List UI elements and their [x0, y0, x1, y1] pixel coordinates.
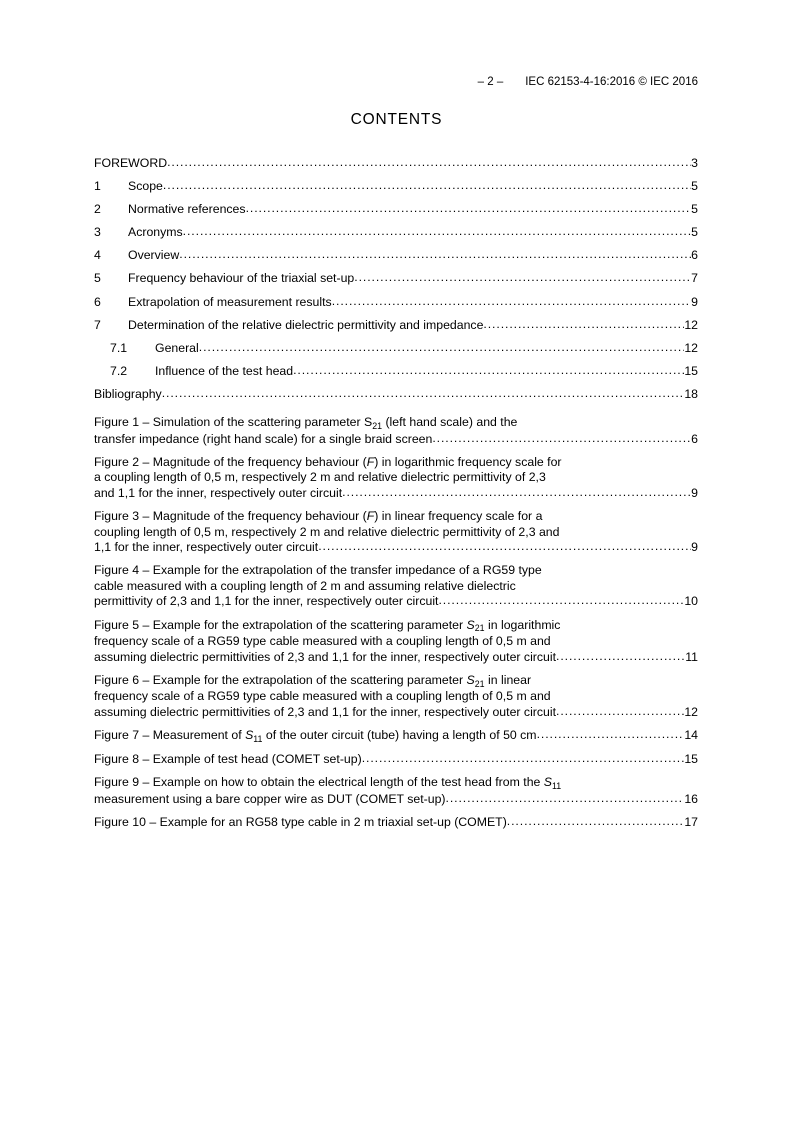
figure-dot-leader	[318, 539, 691, 551]
toc-entry-page-number: 12	[684, 317, 698, 332]
figure-caption-line: Figure 9 – Example on how to obtain the electrical length of the test head from the $S_{11}$	[94, 775, 562, 792]
figure-page-number: 9	[691, 540, 698, 555]
math-variable: S	[543, 775, 552, 790]
figure-dot-leader	[507, 814, 685, 826]
figure-page-number: 14	[684, 728, 698, 743]
figure-caption-line: Figure 7 – Measurement of $S_{11}$ of the outer circuit (tube) having a length of 50 cm	[94, 728, 537, 744]
figure-page-number: 11	[685, 649, 698, 664]
header-page-marker: – 2 –	[477, 76, 504, 88]
figure-caption-line: Figure 2 – Magnitude of the frequency behaviour (F) in logarithmic frequency scale for	[94, 454, 562, 469]
toc-entry-number: 4	[94, 248, 101, 263]
toc-entry-page-number: 5	[691, 202, 698, 217]
toc-entry-label: Bibliography	[94, 386, 162, 401]
running-header	[0, 74, 793, 90]
table-of-contents	[94, 156, 698, 410]
toc-entry[interactable]	[94, 156, 698, 179]
toc-entry-label: Influence of the test head	[155, 363, 294, 378]
math-subscript: 21	[474, 678, 485, 689]
toc-entry-page-number: 6	[691, 248, 698, 263]
figure-caption-line: Figure 6 – Example for the extrapolation of the scattering parameter $S_{21}$ in linear	[94, 672, 532, 689]
figure-caption-line: assuming dielectric permittivities of 2,3 and 1,1 for the inner, respectively outer circuit	[94, 705, 557, 719]
toc-entry[interactable]	[94, 341, 698, 364]
figure-page-number: 17	[684, 814, 698, 829]
figure-caption-line: measurement using a bare copper wire as DUT (COMET set-up)	[94, 791, 446, 806]
toc-entry-label: Acronyms	[128, 225, 183, 240]
math-subscript: 11	[253, 733, 263, 744]
page-title: CONTENTS	[350, 111, 443, 128]
figure-list-entry[interactable]	[94, 728, 698, 745]
toc-entry-page-number: 18	[684, 386, 698, 401]
toc-entry[interactable]	[94, 295, 698, 318]
toc-entry-page-number: 15	[684, 363, 698, 378]
figure-caption-last-line	[94, 540, 698, 556]
toc-entry-label: Determination of the relative dielectric permittivity and impedance	[128, 317, 484, 332]
figure-page-number: 15	[684, 752, 698, 767]
toc-dot-leader	[293, 363, 684, 375]
toc-entry[interactable]	[94, 387, 698, 410]
toc-entry-page-number: 7	[691, 271, 698, 286]
figure-page-number: 12	[684, 705, 698, 719]
math-subscript: 21	[372, 420, 383, 431]
figure-list-entry[interactable]	[94, 509, 698, 556]
figure-dot-leader	[362, 751, 685, 763]
figure-list-entry[interactable]	[94, 815, 698, 831]
figure-caption-line: coupling length of 0,5 m, respectively 2 m and relative dielectric permittivity of 2,3 and	[94, 524, 560, 539]
figure-caption-line: Figure 10 – Example for an RG58 type cable in 2 m triaxial set-up (COMET)	[94, 814, 507, 829]
toc-entry-label: Overview	[128, 248, 180, 263]
toc-entry-number: 5	[94, 271, 101, 286]
figure-caption-last-line	[94, 594, 698, 610]
toc-entry-number: 6	[94, 294, 101, 309]
toc-entry-label: Normative references	[128, 202, 246, 217]
figure-page-number: 6	[691, 431, 698, 446]
figure-caption-line: 1,1 for the inner, respectively outer circuit	[94, 540, 319, 555]
figure-caption-line: a coupling length of 0,5 m, respectively 2 m and relative dielectric permittivity of 2,3	[94, 470, 546, 485]
toc-entry[interactable]	[94, 248, 698, 271]
toc-entry[interactable]	[94, 318, 698, 341]
toc-dot-leader	[167, 155, 691, 167]
math-variable: S	[466, 617, 475, 632]
toc-entry[interactable]	[94, 225, 698, 248]
toc-dot-leader	[354, 270, 691, 282]
toc-entry-label: Extrapolation of measurement results	[128, 294, 332, 309]
figure-page-number: 16	[684, 791, 698, 806]
figure-caption-last-line	[94, 650, 698, 666]
figure-caption-line: Figure 3 – Magnitude of the frequency behaviour (F) in linear frequency scale for a	[94, 508, 543, 523]
toc-dot-leader	[183, 224, 691, 236]
figure-list-entry[interactable]	[94, 673, 698, 721]
figure-caption-last-line	[94, 815, 698, 831]
toc-dot-leader	[199, 340, 685, 352]
toc-dot-leader	[163, 178, 691, 190]
figure-caption-line: cable measured with a coupling length of 2 m and assuming relative dielectric	[94, 578, 516, 593]
figure-caption-last-line	[94, 486, 698, 502]
math-variable: F	[366, 508, 375, 523]
toc-entry-label: Scope	[128, 179, 163, 194]
figure-caption-line: Figure 1 – Simulation of the scattering parameter $S_{21}$ (left hand scale) and the	[94, 415, 518, 431]
toc-entry-label: General	[155, 340, 199, 355]
toc-dot-leader	[246, 201, 692, 213]
toc-entry-number: 1	[94, 179, 101, 194]
figure-caption-line: and 1,1 for the inner, respectively outer circuit	[94, 485, 343, 500]
toc-entry-number: 2	[94, 202, 101, 217]
toc-entry[interactable]	[94, 271, 698, 294]
toc-entry-label: Frequency behaviour of the triaxial set-up	[128, 271, 355, 286]
toc-entry-page-number: 3	[691, 156, 698, 170]
figure-list-entry[interactable]	[94, 455, 698, 502]
figure-caption-line: Figure 8 – Example of test head (COMET set-up)	[94, 752, 362, 767]
figure-page-number: 9	[691, 485, 698, 500]
figure-caption-last-line	[94, 705, 698, 721]
figure-caption-line: frequency scale of a RG59 type cable measured with a coupling length of 0,5 m and	[94, 689, 551, 704]
toc-entry-number: 7.1	[110, 340, 128, 355]
list-of-figures	[94, 415, 698, 838]
figure-dot-leader	[556, 704, 684, 716]
toc-entry-page-number: 9	[691, 294, 698, 309]
figure-list-entry[interactable]	[94, 775, 698, 807]
toc-entry-page-number: 5	[691, 225, 698, 240]
figure-dot-leader	[438, 593, 684, 605]
math-subscript: 11	[552, 781, 562, 792]
toc-dot-leader	[162, 386, 685, 398]
toc-entry-page-number: 12	[684, 340, 698, 355]
math-subscript: 21	[474, 623, 485, 634]
figure-caption-line: transfer impedance (right hand scale) for a single braid screen	[94, 431, 433, 446]
toc-entry-number: 7.2	[110, 363, 128, 378]
toc-entry-page-number: 5	[691, 179, 698, 194]
figure-dot-leader	[537, 727, 685, 739]
figure-dot-leader	[342, 485, 691, 497]
figure-caption-line: assuming dielectric permittivities of 2,3 and 1,1 for the inner, respectively outer circuit	[94, 649, 557, 664]
figure-page-number: 10	[684, 594, 698, 609]
figure-caption-line: permittivity of 2,3 and 1,1 for the inner, respectively outer circuit	[94, 594, 439, 609]
figure-list-entry[interactable]	[94, 415, 698, 447]
figure-dot-leader	[432, 431, 691, 443]
math-variable: S	[466, 672, 475, 687]
math-variable: F	[366, 454, 375, 469]
toc-dot-leader	[332, 294, 691, 306]
figure-caption-last-line	[94, 752, 698, 768]
figure-caption-last-line	[94, 792, 698, 808]
toc-entry-number: 3	[94, 225, 101, 240]
math-variable: S	[245, 728, 254, 743]
figure-caption-line: Figure 5 – Example for the extrapolation of the scattering parameter $S_{21}$ in logarithmic	[94, 617, 561, 634]
toc-dot-leader	[179, 247, 691, 259]
figure-caption-line: frequency scale of a RG59 type cable measured with a coupling length of 0,5 m and	[94, 634, 551, 649]
toc-entry-label: FOREWORD	[94, 156, 168, 170]
header-standard-reference: IEC 62153-4-16:2016 © IEC 2016	[525, 76, 698, 88]
toc-entry[interactable]	[94, 179, 698, 202]
figure-caption-last-line	[94, 432, 698, 448]
figure-caption-line: Figure 4 – Example for the extrapolation of the transfer impedance of a RG59 type	[94, 563, 542, 578]
toc-entry-number: 7	[94, 317, 101, 332]
toc-entry[interactable]	[94, 364, 698, 387]
figure-dot-leader	[556, 649, 685, 661]
figure-caption-last-line	[94, 728, 698, 745]
figure-list-entry[interactable]	[94, 752, 698, 768]
figure-dot-leader	[446, 791, 685, 803]
toc-entry[interactable]	[94, 202, 698, 225]
figure-list-entry[interactable]	[94, 563, 698, 610]
figure-list-entry[interactable]	[94, 618, 698, 666]
toc-dot-leader	[483, 317, 684, 329]
